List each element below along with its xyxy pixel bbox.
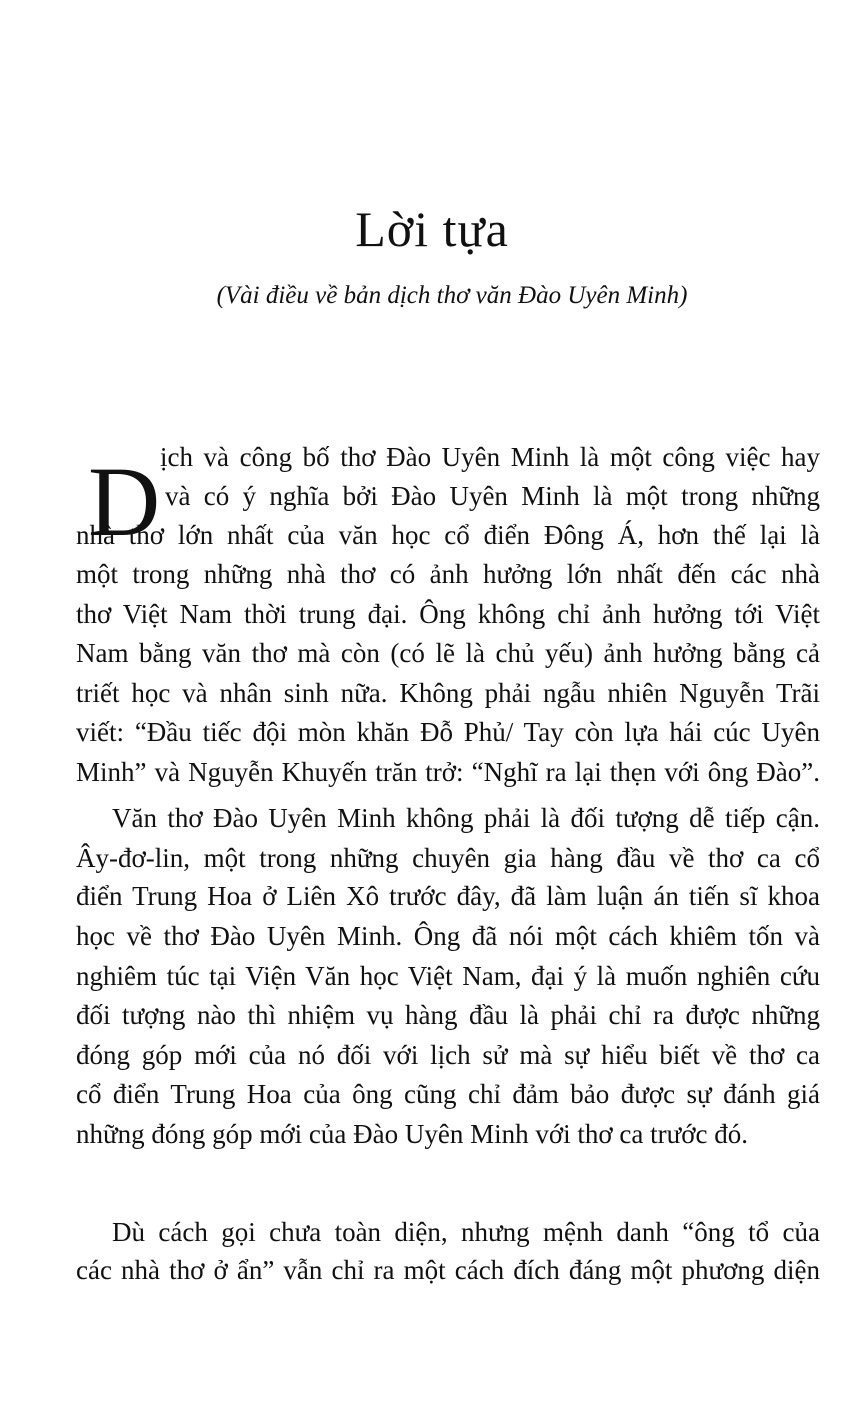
page-subtitle: (Vài điều về bản dịch thơ văn Đào Uyên Minh) [216, 282, 688, 309]
text-line: Văn thơ Đào Uyên Minh không phải là đối tượng dễ tiếp cận. [112, 803, 820, 833]
text-line: đối tượng nào thì nhiệm vụ hàng đầu là phải chỉ ra được những [76, 1000, 820, 1030]
text-line: nhà thơ lớn nhất của văn học cổ điển Đông Á, hơn thế lại là [76, 520, 820, 550]
page-title: Lời tựa [355, 201, 509, 257]
text-line: nghiêm túc tại Viện Văn học Việt Nam, đại ý là muốn nghiên cứu [76, 961, 820, 991]
text-line: cổ điển Trung Hoa của ông cũng chỉ đảm bảo được sự đánh giá [76, 1079, 820, 1109]
text-line: các nhà thơ ở ẩn” vẫn chỉ ra một cách đích đáng một phương diện [76, 1255, 820, 1285]
text-line: ịch và công bố thơ Đào Uyên Minh là một công việc hay [160, 442, 820, 472]
text-line: những đóng góp mới của Đào Uyên Minh với thơ ca trước đó. [76, 1119, 749, 1149]
text-line: điển Trung Hoa ở Liên Xô trước đây, đã làm luận án tiến sĩ khoa [76, 881, 820, 911]
text-line: triết học và nhân sinh nữa. Không phải ngẫu nhiên Nguyễn Trãi [76, 678, 820, 708]
text-line: viết: “Đầu tiếc đội mòn khăn Đỗ Phủ/ Tay còn lựa hái cúc Uyên [76, 717, 820, 747]
text-line: và có ý nghĩa bởi Đào Uyên Minh là một trong những [165, 481, 820, 511]
text-line: Nam bằng văn thơ mà còn (có lẽ là chủ yếu) ảnh hưởng bằng cả [76, 638, 820, 668]
text-line: Minh” và Nguyễn Khuyến trăn trở: “Nghĩ ra lại thẹn với ông Đào”. [76, 757, 820, 787]
text-line: học về thơ Đào Uyên Minh. Ông đã nói một cách khiêm tốn và [76, 921, 820, 951]
text-line: một trong những nhà thơ có ảnh hưởng lớn nhất đến các nhà [76, 559, 820, 589]
text-line: đóng góp mới của nó đối với lịch sử mà sự hiểu biết về thơ ca [76, 1040, 820, 1070]
text-line: Dù cách gọi chưa toàn diện, nhưng mệnh danh “ông tổ của [112, 1217, 820, 1247]
text-line: Ây-đơ-lin, một trong những chuyên gia hàng đầu về thơ ca cổ [76, 843, 820, 873]
text-line: thơ Việt Nam thời trung đại. Ông không chỉ ảnh hưởng tới Việt [76, 599, 820, 629]
drop-cap: D [88, 446, 161, 557]
